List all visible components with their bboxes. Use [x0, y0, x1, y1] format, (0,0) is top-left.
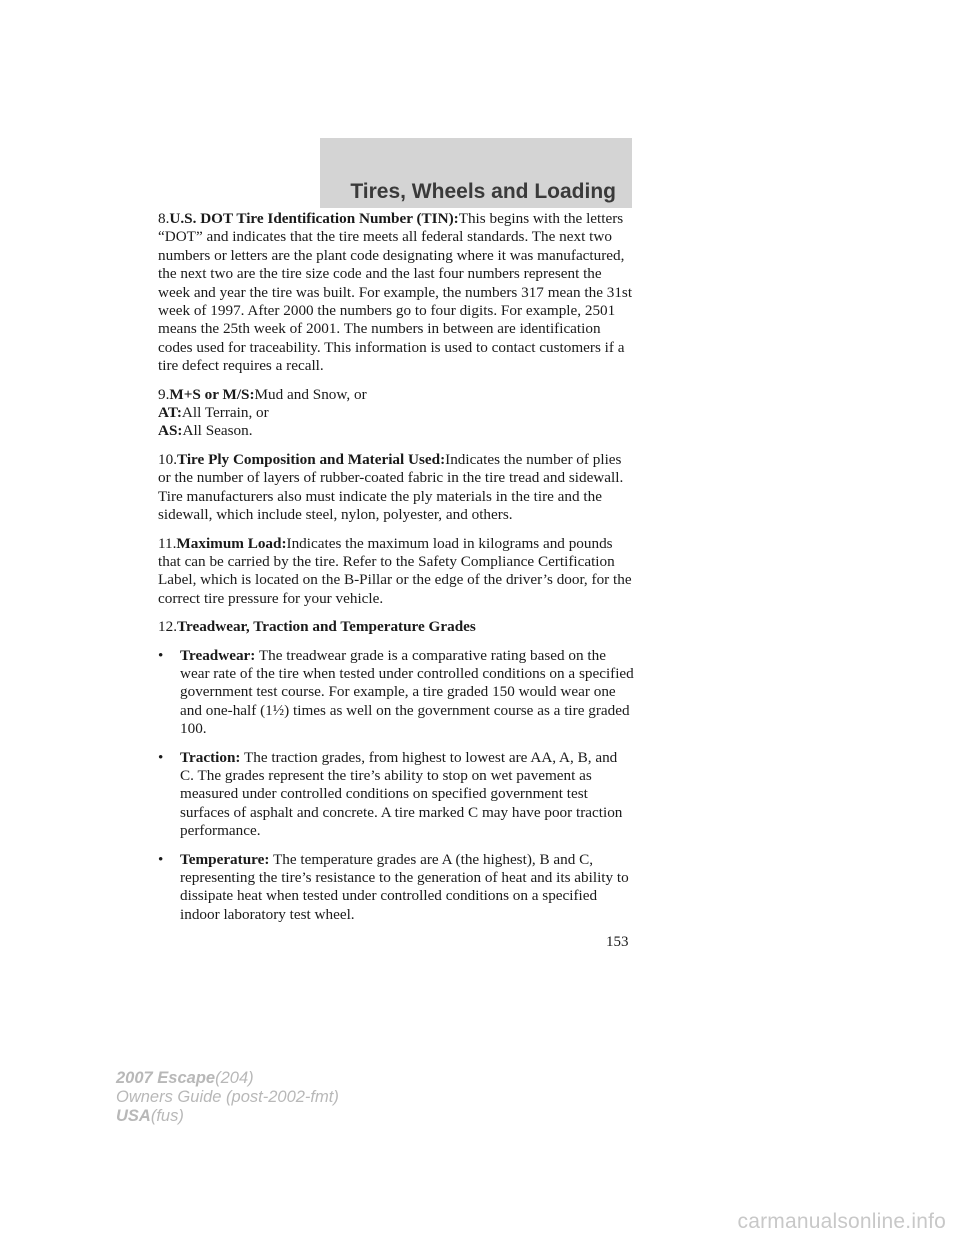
bullet-traction [158, 749, 634, 841]
bullet-dot: • [158, 748, 164, 766]
bullet-temperature-term: Temperature: [180, 850, 270, 868]
footer-model-code: (204) [215, 1069, 254, 1087]
bullet-temperature-text: The temperature grades are A (the highest), B and C, representing the tire’s resistance to the generation of heat and its ability to dissipate heat when tested under controlled conditions on a specified indoor laboratory test wheel. [180, 850, 629, 923]
item-9-at [158, 404, 634, 422]
page-content [158, 210, 634, 934]
bullet-treadwear-term: Treadwear: [180, 646, 256, 664]
item-12-number: 12. [158, 618, 177, 636]
item-9-ms-term: M+S or M/S: [169, 385, 255, 403]
bullet-dot: • [158, 646, 164, 664]
document-footer [116, 1069, 339, 1126]
item-9-at-text: All Terrain, or [181, 404, 269, 422]
item-9-ms-text: Mud and Snow, or [254, 385, 367, 403]
footer-market: USA [116, 1107, 151, 1125]
item-12-term: Treadwear, Traction and Temperature Grades [176, 618, 476, 636]
page-number: 153 [606, 934, 629, 950]
bullet-dot: • [158, 850, 164, 868]
bullet-treadwear-text: The treadwear grade is a comparative rating based on the wear rate of the tire when tested under controlled conditions on a specified government test course. For example, a tire graded 150 would wear one and one-half (1½) times as well on the government course as a tire graded 100. [180, 646, 634, 738]
bullet-traction-text: The traction grades, from highest to lowest are AA, A, B, and C. The grades represent the tire’s ability to stop on wet pavement as measured under controlled conditions on specified government test surfaces of asphalt and concrete. A tire marked C may have poor traction performance. [180, 748, 623, 840]
item-9-as-term: AS: [158, 422, 183, 440]
item-12 [158, 618, 634, 636]
footer-line-market [116, 1107, 339, 1126]
footer-market-code: (fus) [150, 1107, 184, 1125]
footer-model: 2007 Escape [116, 1069, 216, 1087]
section-title: Tires, Wheels and Loading [350, 180, 616, 203]
site-watermark: carmanualsonline.info [737, 1210, 946, 1233]
footer-line-guide: Owners Guide (post-2002-fmt) [116, 1088, 339, 1106]
item-10-number: 10. [158, 450, 177, 468]
footer-line-model [116, 1069, 339, 1088]
item-8-number: 8. [158, 210, 170, 227]
item-10 [158, 451, 634, 525]
item-8-term: U.S. DOT Tire Identification Number (TIN): [169, 210, 459, 227]
item-9-number: 9. [158, 385, 170, 403]
item-9-at-term: AT: [158, 404, 182, 422]
section-header-band [320, 138, 632, 208]
item-9-ms [158, 386, 634, 404]
item-9-as [158, 422, 634, 440]
bullet-traction-term: Traction: [180, 748, 241, 766]
item-8 [158, 210, 634, 376]
item-11 [158, 535, 634, 609]
item-11-number: 11. [158, 534, 177, 552]
item-10-text: Indicates the number of plies or the number of layers of rubber-coated fabric in the tire tread and sidewall. Tire manufacturers also must indicate the ply materials in the tire and the sidewall, which include steel, nylon, polyester, and others. [158, 450, 624, 524]
item-8-text: This begins with the letters “DOT” and indicates that the tire meets all federal standards. The next two numbers or letters are the plant code designating where it was manufactured, the next two are the tire size code and the last four numbers represent the week and year the tire was built. For example, the numbers 317 mean the 31st week of 1997. After 2000 the numbers go to four digits. For example, 2501 means the 25th week of 2001. The numbers in between are identification codes used for traceability. This information is used to contact customers if a tire defect requires a recall. [158, 210, 633, 375]
item-11-term: Maximum Load: [176, 534, 287, 552]
bullet-temperature [158, 851, 634, 925]
bullet-treadwear [158, 647, 634, 739]
item-9-as-text: All Season. [182, 422, 253, 440]
item-11-text: Indicates the maximum load in kilograms and pounds that can be carried by the tire. Refer to the Safety Compliance Certification Label, which is located on the B-Pillar or the edge of the driver’s door, for the correct tire pressure for your vehicle. [158, 534, 632, 607]
item-10-term: Tire Ply Composition and Material Used: [176, 450, 446, 468]
